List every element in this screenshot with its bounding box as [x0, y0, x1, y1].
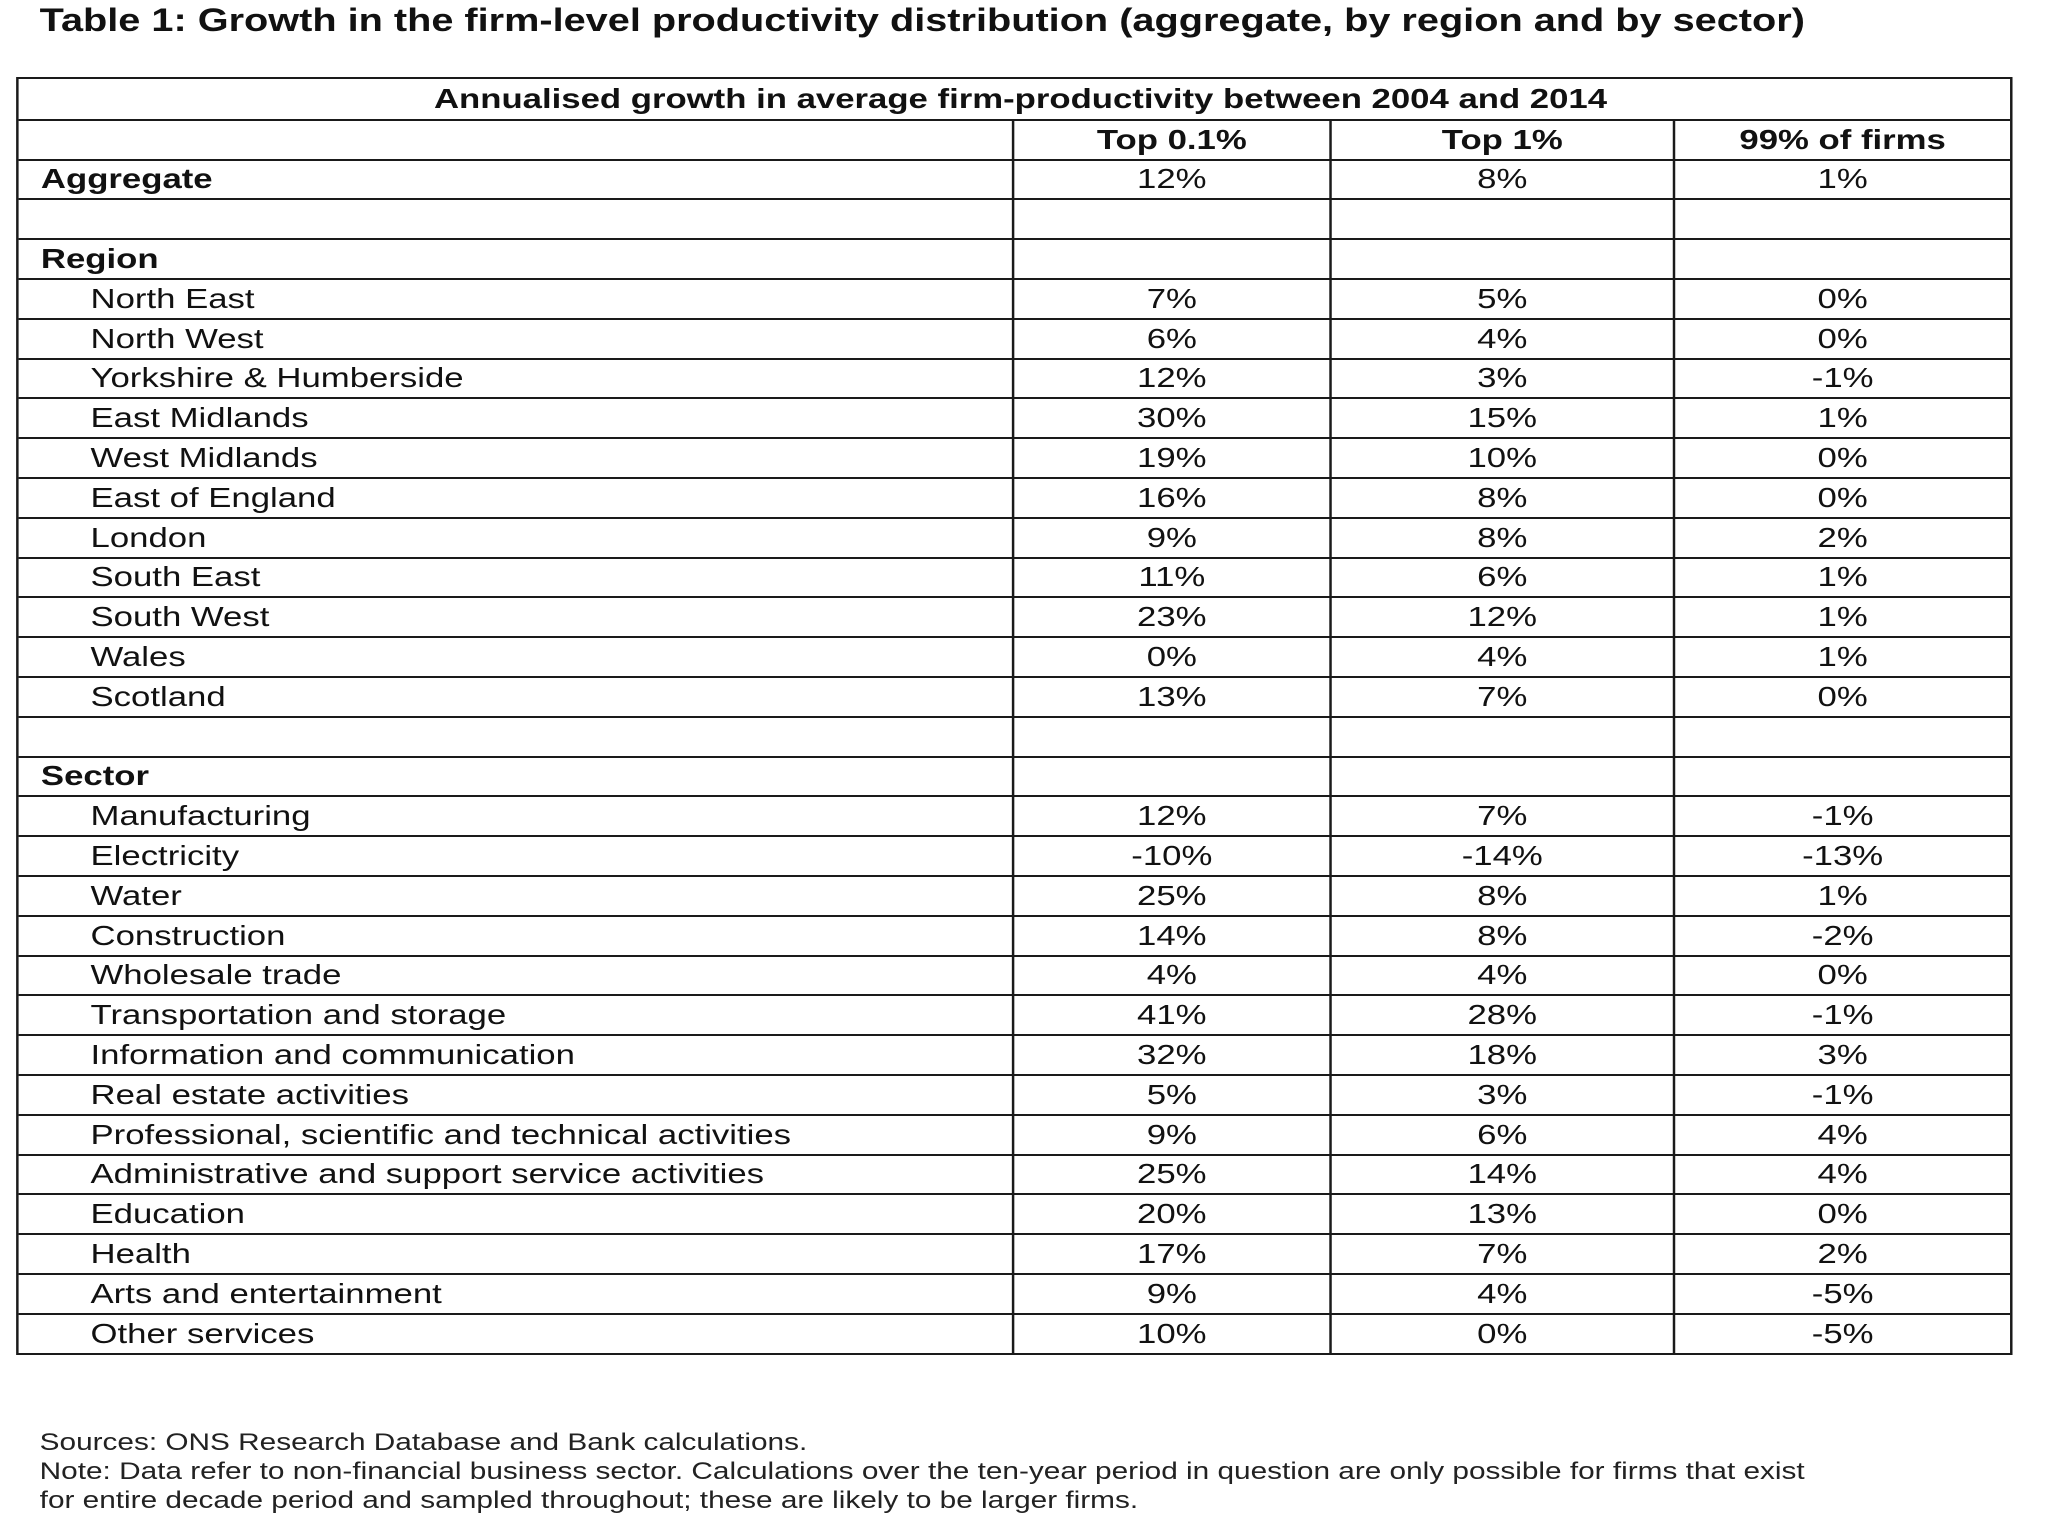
empty-cell — [19, 200, 1015, 238]
value-99-of-firms: 1% — [1817, 879, 1868, 911]
sector-label: Professional, scientific and technical activities — [19, 1116, 1015, 1154]
value-top-1: 7% — [1332, 797, 1675, 835]
value-top-1: 8% — [1332, 917, 1675, 955]
value-99-of-firms: 0% — [1817, 282, 1868, 314]
sector-row — [19, 1114, 2010, 1154]
value-top-1: 5% — [1332, 280, 1675, 318]
note-line-2: for entire decade period and sampled throughout; these are likely to be larger firms. — [39, 1487, 1139, 1514]
sector-row — [19, 915, 2010, 955]
aggregate-label: Aggregate — [19, 161, 1015, 199]
region-row — [19, 596, 2010, 636]
value-top-1: 4% — [1332, 1275, 1675, 1313]
value-top-1: 18% — [1332, 1036, 1675, 1074]
column-header-99-of-firms: 99% of firms — [1739, 123, 1946, 155]
sector-label: Real estate activities — [19, 1076, 1015, 1114]
value-99-of-firms: 0% — [1817, 959, 1868, 991]
value-99-of-firms: -13% — [1802, 840, 1884, 872]
sector-label: Electricity — [19, 837, 1015, 875]
column-header-top-1: Top 1% — [1332, 121, 1675, 159]
value-top-0-1: 5% — [1014, 1076, 1331, 1114]
aggregate-99-of-firms: 1% — [1817, 163, 1868, 195]
note-line-1: Note: Data refer to non-financial business sector. Calculations over the ten-year period in question are only possible for firms that exist — [39, 1458, 1805, 1485]
region-label: East of England — [19, 479, 1015, 517]
value-top-1: 7% — [1332, 1235, 1675, 1273]
empty-cell — [1014, 758, 1331, 796]
value-99-of-firms: 1% — [1817, 641, 1868, 673]
region-label: Wales — [19, 638, 1015, 676]
sector-label: Education — [19, 1195, 1015, 1233]
spacer-row — [19, 716, 2010, 756]
value-top-0-1: 9% — [1014, 1275, 1331, 1313]
sector-label: Water — [19, 877, 1015, 915]
region-row — [19, 477, 2010, 517]
sector-row — [19, 795, 2010, 835]
empty-cell — [19, 718, 1015, 756]
region-label: South West — [19, 598, 1015, 636]
value-99-of-firms: 0% — [1817, 322, 1868, 354]
sector-label: Information and communication — [19, 1036, 1015, 1074]
value-top-1: 8% — [1332, 479, 1675, 517]
value-top-1: 4% — [1332, 957, 1675, 995]
sector-row — [19, 875, 2010, 915]
region-row — [19, 318, 2010, 358]
value-99-of-firms: 0% — [1817, 481, 1868, 513]
value-top-0-1: 13% — [1014, 678, 1331, 716]
value-top-0-1: 16% — [1014, 479, 1331, 517]
sector-row — [19, 955, 2010, 995]
empty-cell — [1675, 200, 2010, 238]
value-99-of-firms: 1% — [1817, 601, 1868, 633]
value-top-0-1: 14% — [1014, 917, 1331, 955]
value-99-of-firms: 0% — [1817, 442, 1868, 474]
sector-section-row — [19, 756, 2010, 796]
sector-label: Manufacturing — [19, 797, 1015, 835]
value-top-0-1: 32% — [1014, 1036, 1331, 1074]
sector-label: Transportation and storage — [19, 996, 1015, 1034]
sector-label: Administrative and support service activities — [19, 1156, 1015, 1194]
region-label: Yorkshire & Humberside — [19, 360, 1015, 398]
value-top-0-1: 11% — [1014, 559, 1331, 597]
value-top-0-1: 17% — [1014, 1235, 1331, 1273]
value-99-of-firms: -1% — [1811, 1078, 1874, 1110]
value-top-1: 4% — [1332, 320, 1675, 358]
sector-section-label: Sector — [19, 758, 1015, 796]
super-header: Annualised growth in average firm-productivity between 2004 and 2014 — [433, 82, 1608, 114]
value-99-of-firms: 4% — [1817, 1158, 1868, 1190]
empty-cell — [1675, 240, 2010, 278]
value-top-1: 7% — [1332, 678, 1675, 716]
value-top-1: 28% — [1332, 996, 1675, 1034]
value-top-0-1: 9% — [1014, 1116, 1331, 1154]
value-top-1: -14% — [1332, 837, 1675, 875]
value-top-0-1: 25% — [1014, 877, 1331, 915]
value-top-0-1: 12% — [1014, 360, 1331, 398]
value-top-0-1: 0% — [1014, 638, 1331, 676]
value-top-1: 8% — [1332, 877, 1675, 915]
productivity-growth-table — [16, 77, 2012, 1355]
empty-cell — [1332, 240, 1675, 278]
sector-row — [19, 1193, 2010, 1233]
value-99-of-firms: 2% — [1817, 521, 1868, 553]
value-top-0-1: 30% — [1014, 399, 1331, 437]
value-top-0-1: 6% — [1014, 320, 1331, 358]
column-header-label — [19, 121, 1015, 159]
value-top-0-1: 41% — [1014, 996, 1331, 1034]
empty-cell — [1014, 240, 1331, 278]
sector-row — [19, 1034, 2010, 1074]
value-99-of-firms: 0% — [1817, 680, 1868, 712]
region-label: South East — [19, 559, 1015, 597]
region-label: East Midlands — [19, 399, 1015, 437]
value-99-of-firms: 1% — [1817, 402, 1868, 434]
sector-row — [19, 994, 2010, 1034]
spacer-row — [19, 198, 2010, 238]
empty-cell — [1675, 718, 2010, 756]
region-label: North East — [19, 280, 1015, 318]
value-99-of-firms: 2% — [1817, 1238, 1868, 1269]
region-row — [19, 397, 2010, 437]
value-99-of-firms: 4% — [1817, 1118, 1868, 1150]
aggregate-top-0-1: 12% — [1014, 161, 1331, 199]
value-top-0-1: 4% — [1014, 957, 1331, 995]
value-99-of-firms: -5% — [1811, 1317, 1874, 1349]
value-top-1: 15% — [1332, 399, 1675, 437]
aggregate-top-1: 8% — [1332, 161, 1675, 199]
sector-label: Arts and entertainment — [19, 1275, 1015, 1313]
column-header-top-0-1: Top 0.1% — [1014, 121, 1331, 159]
value-top-1: 14% — [1332, 1156, 1675, 1194]
sources-note: Sources: ONS Research Database and Bank calculations. — [39, 1429, 808, 1456]
value-99-of-firms: -5% — [1811, 1277, 1874, 1309]
empty-cell — [1014, 200, 1331, 238]
region-row — [19, 517, 2010, 557]
value-top-1: 12% — [1332, 598, 1675, 636]
empty-cell — [1332, 200, 1675, 238]
region-row — [19, 676, 2010, 716]
value-top-1: 6% — [1332, 1116, 1675, 1154]
value-top-0-1: 9% — [1014, 519, 1331, 557]
value-99-of-firms: -1% — [1811, 362, 1874, 394]
value-99-of-firms: -1% — [1811, 800, 1874, 832]
value-top-0-1: -10% — [1014, 837, 1331, 875]
value-top-1: 13% — [1332, 1195, 1675, 1233]
value-top-0-1: 23% — [1014, 598, 1331, 636]
region-label: London — [19, 519, 1015, 557]
empty-cell — [1675, 758, 2010, 796]
value-99-of-firms: 0% — [1817, 1198, 1868, 1230]
value-top-0-1: 25% — [1014, 1156, 1331, 1194]
empty-cell — [1014, 718, 1331, 756]
region-section-row — [19, 238, 2010, 278]
column-header-row — [19, 119, 2010, 159]
region-label: North West — [19, 320, 1015, 358]
value-top-1: 6% — [1332, 559, 1675, 597]
region-label: West Midlands — [19, 439, 1015, 477]
sector-row — [19, 1313, 2010, 1353]
sector-row — [19, 835, 2010, 875]
sector-row — [19, 1154, 2010, 1194]
value-top-1: 10% — [1332, 439, 1675, 477]
value-top-1: 0% — [1332, 1315, 1675, 1353]
region-row — [19, 557, 2010, 597]
region-row — [19, 358, 2010, 398]
value-99-of-firms: -2% — [1811, 919, 1874, 951]
region-label: Scotland — [19, 678, 1015, 716]
region-row — [19, 278, 2010, 318]
value-top-0-1: 12% — [1014, 797, 1331, 835]
region-section-label: Region — [19, 240, 1015, 278]
aggregate-row — [19, 159, 2010, 199]
super-header-row — [19, 79, 2010, 119]
sector-row — [19, 1233, 2010, 1273]
sector-row — [19, 1074, 2010, 1114]
value-top-1: 3% — [1332, 360, 1675, 398]
value-top-1: 4% — [1332, 638, 1675, 676]
value-99-of-firms: 3% — [1817, 1039, 1868, 1071]
empty-cell — [1332, 758, 1675, 796]
region-row — [19, 636, 2010, 676]
value-top-1: 8% — [1332, 519, 1675, 557]
sector-label: Other services — [19, 1315, 1015, 1353]
table-title: Table 1: Growth in the firm-level productivity distribution (aggregate, by region and by sector) — [39, 2, 1805, 38]
value-top-1: 3% — [1332, 1076, 1675, 1114]
region-row — [19, 437, 2010, 477]
value-top-0-1: 19% — [1014, 439, 1331, 477]
sector-label: Health — [19, 1235, 1015, 1273]
empty-cell — [1332, 718, 1675, 756]
value-top-0-1: 10% — [1014, 1315, 1331, 1353]
value-99-of-firms: 1% — [1817, 561, 1868, 593]
value-top-0-1: 7% — [1014, 280, 1331, 318]
sector-label: Wholesale trade — [19, 957, 1015, 995]
footnotes — [40, 1428, 1805, 1515]
sector-label: Construction — [19, 917, 1015, 955]
value-top-0-1: 20% — [1014, 1195, 1331, 1233]
sector-row — [19, 1273, 2010, 1313]
value-99-of-firms: -1% — [1811, 999, 1874, 1031]
